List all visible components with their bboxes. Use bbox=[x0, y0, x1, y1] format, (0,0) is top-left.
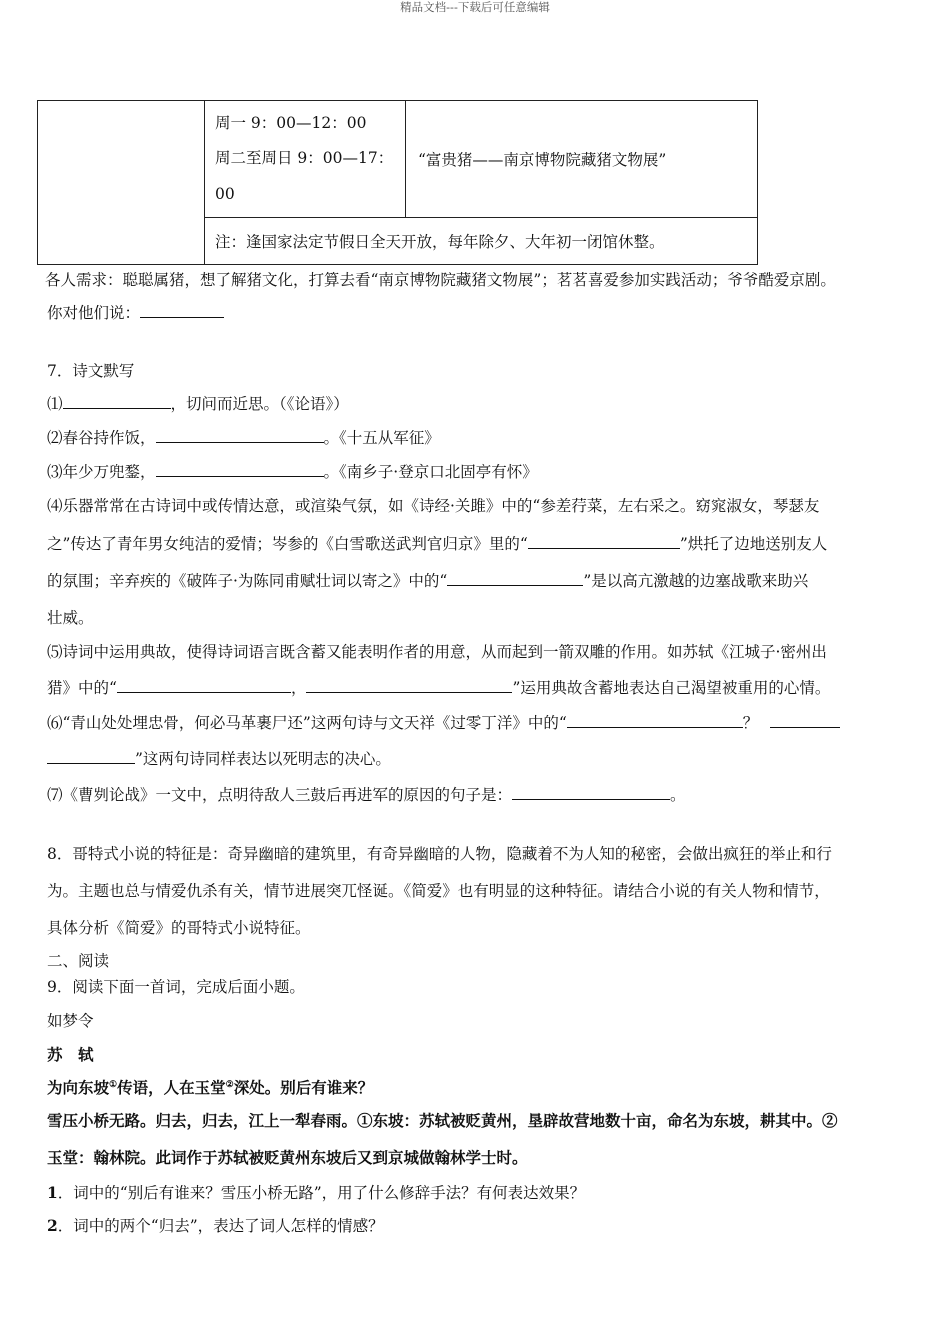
item-text: ， bbox=[290, 679, 307, 697]
q7-item-4-line1: ⑷乐器常常在古诗词中或传情达意，或渲染气氛，如《诗经·关雎》中的“参差荇菜，左右采之。窈窕淑女，琴瑟友 bbox=[47, 497, 820, 515]
q7-item-6-line1 bbox=[47, 712, 930, 734]
museum-info-table bbox=[37, 100, 758, 265]
answer-blank[interactable] bbox=[447, 570, 583, 586]
table-empty-cell bbox=[38, 101, 205, 265]
opening-hours-cell bbox=[205, 101, 406, 218]
q7-item-5-line2 bbox=[47, 677, 930, 699]
item-text: 猎》中的“ bbox=[47, 679, 117, 697]
subquestion-text: ．词中的两个“归去”，表达了词人怎样的情感？ bbox=[57, 1217, 384, 1235]
item-text: 。《十五从军征》 bbox=[323, 429, 440, 447]
q8-line3: 具体分析《简爱》的哥特式小说特征。 bbox=[47, 919, 311, 937]
q7-item-6-line2 bbox=[47, 748, 930, 770]
answer-blank[interactable] bbox=[770, 712, 840, 728]
subquestion-2 bbox=[47, 1215, 930, 1237]
item-number: ⑴ bbox=[47, 395, 63, 413]
poem-author: 苏 轼 bbox=[47, 1046, 94, 1064]
q7-title: 7．诗文默写 bbox=[47, 362, 135, 380]
item-text: ⑶年少万兜鍪， bbox=[47, 463, 156, 481]
answer-blank[interactable] bbox=[567, 712, 743, 728]
answer-blank[interactable] bbox=[528, 533, 680, 549]
q7-item-4-line3 bbox=[47, 570, 930, 592]
q7-item-7 bbox=[47, 784, 930, 806]
poem-text: 为向东坡 bbox=[47, 1079, 110, 1097]
document-header-watermark: 精品文档---下载后可任意编辑 bbox=[400, 0, 550, 14]
item-text: ⑺《曹刿论战》一文中，点明待敌人三鼓后再进军的原因的句子是： bbox=[47, 786, 513, 804]
item-text: 之”传达了青年男女纯洁的爱情；岑参的《白雪歌送武判官归京》里的“ bbox=[47, 535, 528, 553]
subquestion-text: ．词中的“别后有谁来？雪压小桥无路”，用了什么修辞手法？有何表达效果？ bbox=[57, 1184, 586, 1202]
item-text: 。 bbox=[670, 786, 686, 804]
holiday-note-cell: 注：逢国家法定节假日全天开放，每年除夕、大年初一闭馆休整。 bbox=[205, 218, 758, 265]
subquestion-number: 2 bbox=[47, 1216, 58, 1235]
hours-line: 周一 9：00—12：00 bbox=[215, 113, 367, 132]
item-text: ”这两句诗同样表达以死明志的决心。 bbox=[135, 750, 391, 768]
item-text: ”运用典故含蓄地表达自己渴望被重用的心情。 bbox=[512, 679, 831, 697]
item-text: ⑵春谷持作饭， bbox=[47, 429, 156, 447]
answer-blank[interactable] bbox=[156, 461, 324, 477]
answer-blank[interactable] bbox=[117, 677, 291, 693]
answer-blank[interactable] bbox=[47, 748, 135, 764]
q8-line1: 8．哥特式小说的特征是：奇异幽暗的建筑里，有奇异幽暗的人物，隐藏着不为人知的秘密，会做出疯狂的举止和行 bbox=[47, 845, 832, 863]
q7-item-4-line4: 壮威。 bbox=[47, 609, 94, 627]
footnote-marker: ② bbox=[225, 1079, 234, 1090]
poem-line-2-and-notes: 雪压小桥无路。归去，归去，江上一犁春雨。①东坡：苏轼被贬黄州，垦辟故营地数十亩，命名为东坡，耕其中。② bbox=[47, 1111, 838, 1130]
poem-text: 深处。别后有谁来？ bbox=[233, 1079, 374, 1097]
hours-line: 周二至周日 9：00—17： bbox=[215, 149, 394, 168]
subquestion-number: 1 bbox=[47, 1183, 58, 1202]
answer-blank[interactable] bbox=[63, 393, 171, 409]
hours-line: 00 bbox=[215, 184, 235, 203]
q7-item-1 bbox=[47, 393, 930, 415]
q7-item-5-line1: ⑸诗词中运用典故，使得诗词语言既含蓄又能表明作者的用意，从而起到一箭双雕的作用。如苏轼《江城子·密州出 bbox=[47, 643, 827, 661]
needs-line: 各人需求：聪聪属猪，想了解猪文化，打算去看“南京博物院藏猪文物展”；茗茗喜爱参加实践活动；爷爷酷爱京剧。 bbox=[45, 271, 836, 289]
poem-line-1 bbox=[47, 1077, 930, 1099]
item-text: 。《南乡子·登京口北固亭有怀》 bbox=[323, 463, 538, 481]
subquestion-1 bbox=[47, 1182, 930, 1204]
q7-item-2 bbox=[47, 427, 930, 449]
exhibit-name-cell: “富贵猪——南京博物院藏猪文物展” bbox=[406, 101, 758, 218]
poem-notes-line: 玉堂：翰林院。此词作于苏轼被贬黄州东坡后又到京城做翰林学士时。 bbox=[47, 1148, 528, 1167]
q8-line2: 为。主题也总与情爱仇杀有关，情节进展突兀怪诞。《简爱》也有明显的这种特征。请结合小说的有关人物和情节， bbox=[47, 882, 830, 900]
answer-blank[interactable] bbox=[140, 302, 224, 318]
item-text: ”烘托了边地送别友人 bbox=[679, 535, 828, 553]
answer-blank[interactable] bbox=[156, 427, 324, 443]
poem-title: 如梦令 bbox=[47, 1012, 94, 1030]
q9-intro: 9．阅读下面一首词，完成后面小题。 bbox=[47, 978, 305, 996]
footnote-marker: ① bbox=[109, 1079, 118, 1090]
needs-answer-label: 你对他们说： bbox=[47, 304, 141, 322]
poem-text: 传语，人在玉堂 bbox=[117, 1079, 226, 1097]
item-text: ，切问而近思。（《论语》） bbox=[170, 395, 349, 413]
q7-item-3 bbox=[47, 461, 930, 483]
item-text: ⑹“青山处处埋忠骨，何必马革裹尸还”这两句诗与文天祥《过零丁洋》中的“ bbox=[47, 714, 567, 732]
needs-answer-line bbox=[47, 302, 930, 324]
q7-item-4-line2 bbox=[47, 533, 930, 555]
answer-blank[interactable] bbox=[306, 677, 512, 693]
answer-blank[interactable] bbox=[512, 784, 670, 800]
item-text: 的氛围；辛弃疾的《破阵子·为陈同甫赋壮词以寄之》中的“ bbox=[47, 572, 448, 590]
item-text: ？ bbox=[742, 714, 759, 732]
item-text: ”是以高亢激越的边塞战歌来助兴 bbox=[583, 572, 809, 590]
section-heading: 二、阅读 bbox=[47, 952, 110, 970]
